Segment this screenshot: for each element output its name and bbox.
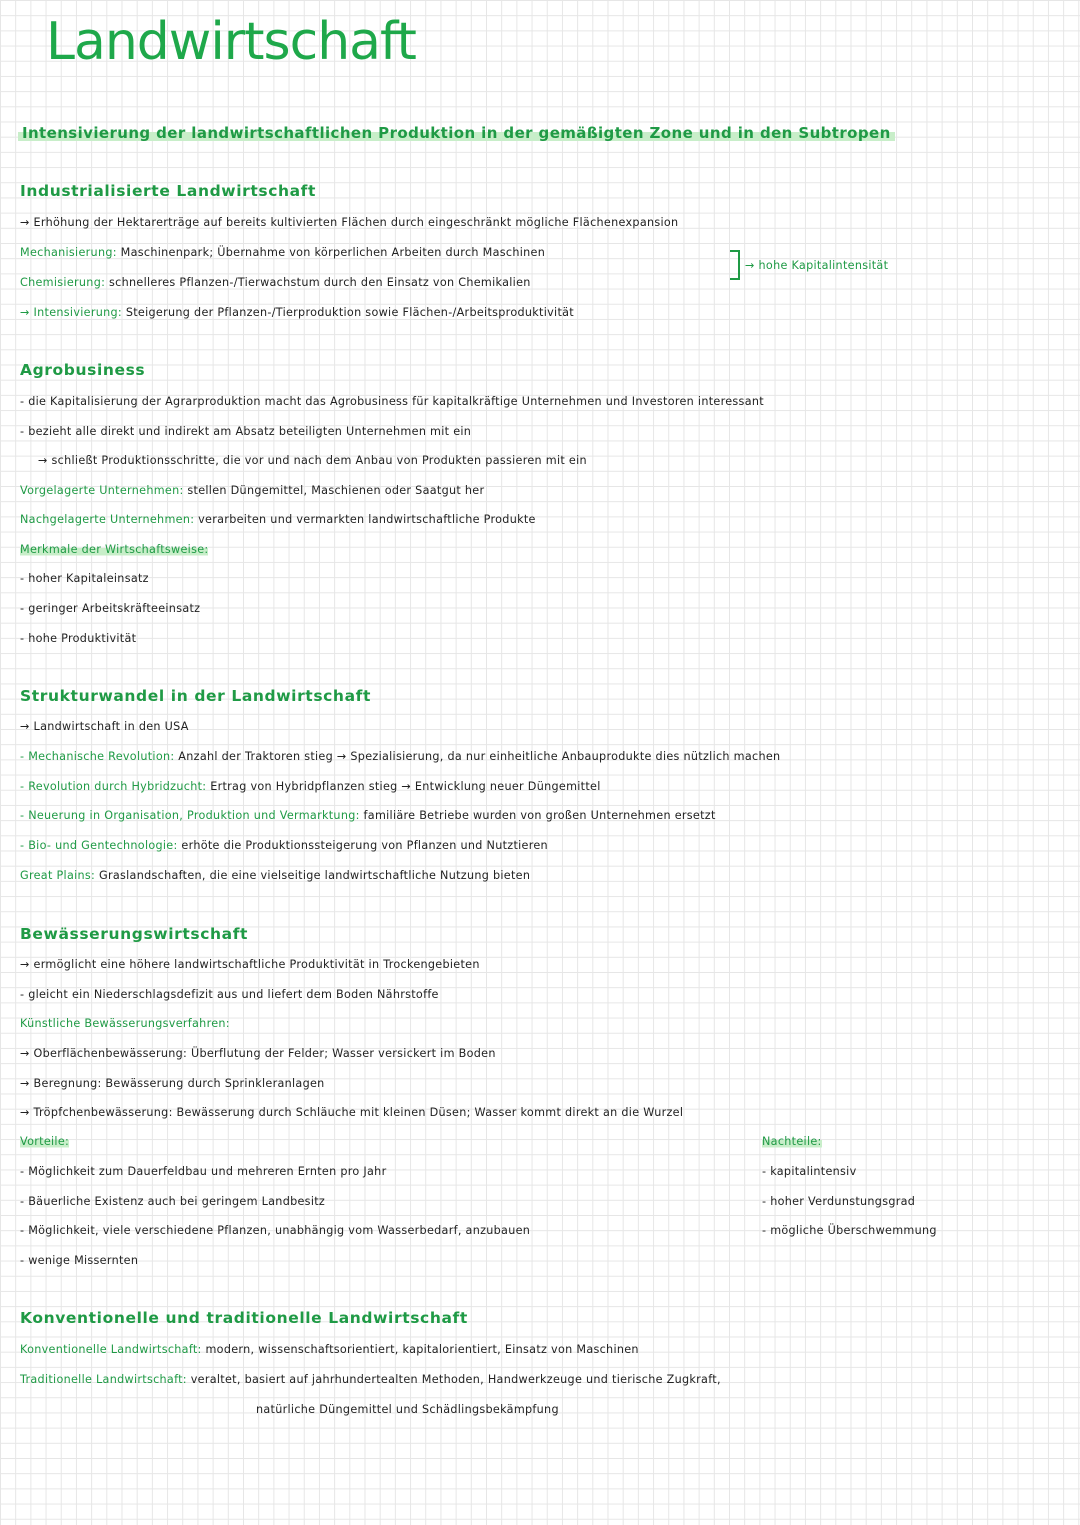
con-item-1: - kapitalintensiv: [762, 1165, 857, 1178]
term-great-plains: Great Plains:: [20, 869, 96, 882]
s3-line-5: [20, 839, 548, 852]
term-intensivierung: → Intensivierung:: [20, 306, 122, 319]
s1-line-1: → Erhöhung der Hektarerträge auf bereits kultivierten Flächen durch eingeschränkt mögliche Flächenexpansion: [20, 216, 679, 229]
s3-line-2-text: Anzahl der Traktoren stieg → Spezialisierung, da nur einheitliche Anbauprodukte dies nützlich machen: [174, 750, 781, 763]
s2-line-3: → schließt Produktionsschritte, die vor und nach dem Anbau von Produkten passieren mit ein: [38, 454, 587, 467]
s1-line-2-text: Maschinenpark; Übernahme von körperlichen Arbeiten durch Maschinen: [116, 246, 546, 259]
page-title: Landwirtschaft: [46, 12, 416, 72]
s3-line-6-text: Graslandschaften, die eine vielseitige landwirtschaftliche Nutzung bieten: [95, 869, 531, 882]
s2-line-4-text: stellen Düngemittel, Maschienen oder Saatgut her: [183, 484, 485, 497]
s4-line-5: → Beregnung: Bewässerung durch Sprinkleranlagen: [20, 1077, 325, 1090]
heading-strukturwandel: Strukturwandel in der Landwirtschaft: [20, 687, 371, 705]
s2-line-9: - hohe Produktivität: [20, 632, 137, 645]
page-subtitle: Intensivierung der landwirtschaftlichen Produktion in der gemäßigten Zone und in den Subtropen: [18, 124, 895, 142]
heading-agrobusiness: Agrobusiness: [20, 361, 146, 379]
s2-line-8: - geringer Arbeitskräfteeinsatz: [20, 602, 201, 615]
pro-item-1: - Möglichkeit zum Dauerfeldbau und mehreren Ernten pro Jahr: [20, 1165, 387, 1178]
s5-line-2-text: veraltet, basiert auf jahrhundertealten Methoden, Handwerkzeuge und tierische Zugkraft,: [186, 1373, 721, 1386]
s4-line-6: → Tröpfchenbewässerung: Bewässerung durch Schläuche mit kleinen Düsen; Wasser kommt direkt an die Wurzel: [20, 1106, 684, 1119]
s4-line-3: Künstliche Bewässerungsverfahren:: [20, 1017, 230, 1030]
s3-line-6: [20, 869, 530, 882]
pro-item-3: - Möglichkeit, viele verschiedene Pflanzen, unabhängig vom Wasserbedarf, anzubauen: [20, 1224, 531, 1237]
heading-konventionell-traditionell: Konventionelle und traditionelle Landwirtschaft: [20, 1309, 468, 1327]
bracket-connector: [730, 250, 740, 280]
term-chemisierung: Chemisierung:: [20, 276, 106, 289]
term-neuerung: - Neuerung in Organisation, Produktion und Vermarktung:: [20, 809, 360, 822]
term-hybridzucht: - Revolution durch Hybridzucht:: [20, 780, 207, 793]
s3-line-1: → Landwirtschaft in den USA: [20, 720, 189, 733]
term-mechanisierung: Mechanisierung:: [20, 246, 117, 259]
s3-line-4: [20, 809, 716, 822]
s2-line-2: - bezieht alle direkt und indirekt am Absatz beteiligten Unternehmen mit ein: [20, 425, 472, 438]
s4-line-2: - gleicht ein Niederschlagsdefizit aus und liefert dem Boden Nährstoffe: [20, 988, 439, 1001]
heading-industrialisierte-landwirtschaft: Industrialisierte Landwirtschaft: [20, 182, 317, 200]
s3-line-4-text: familiäre Betriebe wurden von großen Unternehmen ersetzt: [359, 809, 716, 822]
con-item-2: - hoher Verdunstungsgrad: [762, 1195, 916, 1208]
s5-line-1: [20, 1343, 639, 1356]
pro-label: [20, 1135, 69, 1148]
vorteile-label: Vorteile:: [20, 1135, 70, 1148]
con-label: [762, 1135, 822, 1148]
term-merkmale: Merkmale der Wirtschaftsweise:: [20, 543, 209, 556]
term-vorgelagerte: Vorgelagerte Unternehmen:: [20, 484, 184, 497]
con-item-3: - mögliche Überschwemmung: [762, 1224, 937, 1237]
s2-line-5-text: verarbeiten und vermarkten landwirtschaftliche Produkte: [194, 513, 536, 526]
brace-label: → hohe Kapitalintensität: [745, 259, 889, 272]
pro-item-4: - wenige Missernten: [20, 1254, 139, 1267]
s1-line-3: [20, 276, 531, 289]
s2-line-5: [20, 513, 536, 526]
s3-line-2: [20, 750, 780, 763]
heading-bewaesserungswirtschaft: Bewässerungswirtschaft: [20, 925, 249, 943]
s3-line-5-text: erhöte die Produktionssteigerung von Pflanzen und Nutztieren: [177, 839, 548, 852]
s2-line-4: [20, 484, 484, 497]
s5-line-3: natürliche Düngemittel und Schädlingsbekämpfung: [256, 1403, 559, 1416]
s3-line-3: [20, 780, 601, 793]
term-traditionelle: Traditionelle Landwirtschaft:: [20, 1373, 187, 1386]
s1-line-2: [20, 246, 545, 259]
nachteile-label: Nachteile:: [762, 1135, 822, 1148]
pro-item-2: - Bäuerliche Existenz auch bei geringem Landbesitz: [20, 1195, 326, 1208]
s4-line-1: → ermöglicht eine höhere landwirtschaftliche Produktivität in Trockengebieten: [20, 958, 480, 971]
term-nachgelagerte: Nachgelagerte Unternehmen:: [20, 513, 195, 526]
s4-line-4: → Oberflächenbewässerung: Überflutung der Felder; Wasser versickert im Boden: [20, 1047, 496, 1060]
s1-line-4-text: Steigerung der Pflanzen-/Tierproduktion sowie Flächen-/Arbeitsproduktivität: [121, 306, 574, 319]
s3-line-3-text: Ertrag von Hybridpflanzen stieg → Entwicklung neuer Düngemittel: [206, 780, 601, 793]
s5-line-2: [20, 1373, 721, 1386]
term-konventionelle: Konventionelle Landwirtschaft:: [20, 1343, 202, 1356]
s2-line-1: - die Kapitalisierung der Agrarproduktion macht das Agrobusiness für kapitalkräftige Unternehmen und Investoren interessant: [20, 395, 764, 408]
s2-line-7: - hoher Kapitaleinsatz: [20, 572, 149, 585]
s2-line-6: [20, 543, 208, 556]
s5-line-1-text: modern, wissenschaftsorientiert, kapitalorientiert, Einsatz von Maschinen: [201, 1343, 639, 1356]
s1-line-4: [20, 306, 574, 319]
term-bio-gentechnologie: - Bio- und Gentechnologie:: [20, 839, 178, 852]
s1-line-3-text: schnelleres Pflanzen-/Tierwachstum durch den Einsatz von Chemikalien: [105, 276, 531, 289]
term-mechanische-revolution: - Mechanische Revolution:: [20, 750, 175, 763]
